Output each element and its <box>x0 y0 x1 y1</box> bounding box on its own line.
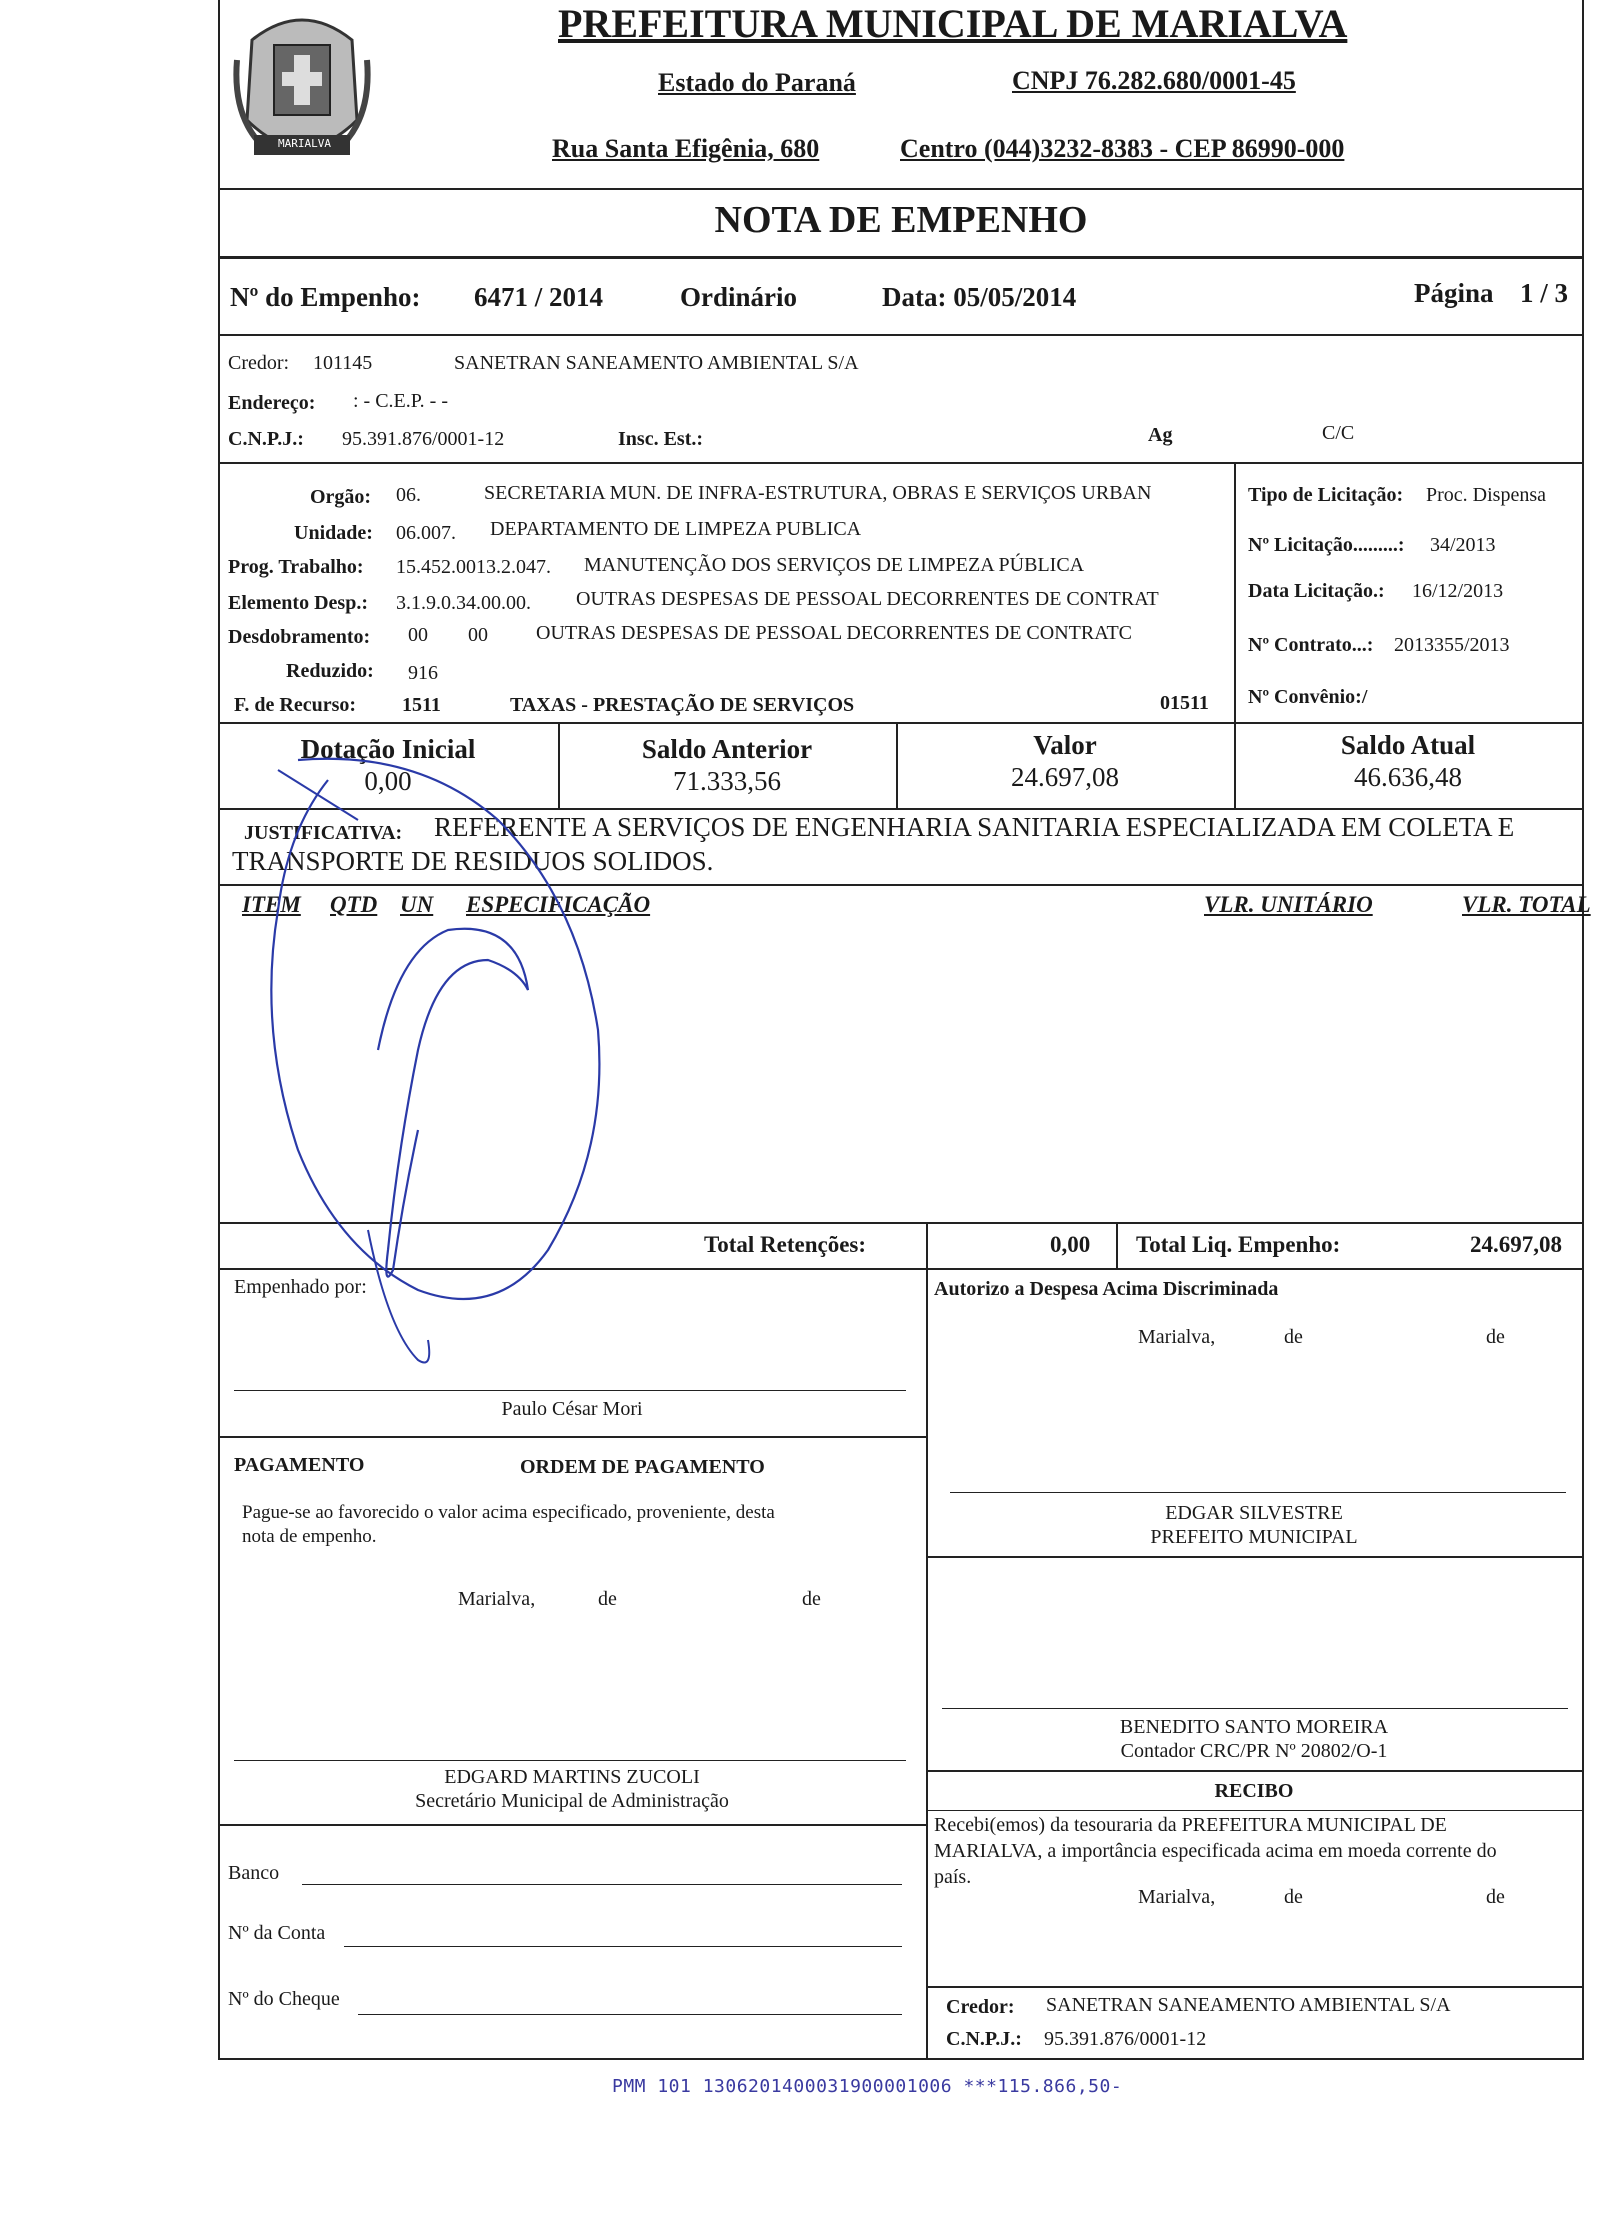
municipality-title: PREFEITURA MUNICIPAL DE MARIALVA <box>558 1 1348 46</box>
total-liquido-value: 24.697,08 <box>1470 1232 1562 1257</box>
recibo-city: Marialva, <box>1138 1886 1216 1908</box>
unidade-code: 06.007. <box>396 522 456 544</box>
coat-of-arms-icon <box>232 0 372 180</box>
col-qtd: QTD <box>330 892 378 917</box>
saldo-anterior-value: 71.333,56 <box>673 766 781 796</box>
banco-line <box>302 1884 902 1885</box>
orgao-code: 06. <box>396 484 421 506</box>
pagamento-de-1: de <box>598 1588 617 1610</box>
dotacao-value: 0,00 <box>364 766 412 796</box>
autorizo-de-1: de <box>1284 1326 1303 1348</box>
credor-cnpj: 95.391.876/0001-12 <box>342 428 505 450</box>
saldo-atual-value: 46.636,48 <box>1354 762 1462 792</box>
contrato-label: Nº Contrato...: <box>1248 634 1374 656</box>
empenhado-name: Paulo César Mori <box>501 1398 643 1420</box>
elemento-name: OUTRAS DESPESAS DE PESSOAL DECORRENTES DE CONTRAT <box>576 588 1159 610</box>
prefeito-role: PREFEITO MUNICIPAL <box>1150 1526 1358 1548</box>
recibo-de-2: de <box>1486 1886 1505 1908</box>
unidade-label: Unidade: <box>294 522 373 544</box>
cheque-label: Nº do Cheque <box>228 1988 340 2010</box>
orgao-label: Orgão: <box>310 486 372 508</box>
empenho-date: Data: 05/05/2014 <box>882 282 1077 312</box>
empenho-number: 6471 / 2014 <box>474 282 604 312</box>
state-name: Estado do Paraná <box>658 68 856 97</box>
frame-bottom <box>218 2058 1584 2060</box>
empenho-number-label: Nº do Empenho: <box>230 282 421 312</box>
reduzido-value: 916 <box>408 662 438 684</box>
header-address: Rua Santa Efigênia, 680 <box>552 134 820 163</box>
licitacao-num-label: Nº Licitação.........: <box>1248 534 1405 556</box>
coat-of-arms-text: MARIALVA <box>278 137 331 150</box>
pagamento-text-2: nota de empenho. <box>242 1526 377 1547</box>
total-retencoes-value: 0,00 <box>1050 1232 1091 1257</box>
ag-label: Ag <box>1148 424 1173 446</box>
col-un: UN <box>400 892 434 917</box>
prefeito-name: EDGAR SILVESTRE <box>1165 1502 1343 1524</box>
frame-right <box>1582 0 1584 2060</box>
recibo-text-2: MARIALVA, a importância especificada acima em moeda corrente do <box>934 1840 1497 1862</box>
cheque-line <box>358 2014 902 2015</box>
reduzido-label: Reduzido: <box>286 660 374 682</box>
recurso-name: TAXAS - PRESTAÇÃO DE SERVIÇOS <box>510 694 855 716</box>
dotacao-label: Dotação Inicial <box>300 734 476 764</box>
recibo-de-1: de <box>1284 1886 1303 1908</box>
recurso-code: 1511 <box>402 694 441 716</box>
conta-line <box>344 1946 902 1947</box>
page-number: 1 / 3 <box>1520 278 1569 308</box>
licitacao-tipo: Proc. Dispensa <box>1426 484 1546 506</box>
contrato-value: 2013355/2013 <box>1394 634 1510 656</box>
desdobramento-code-1: 00 <box>408 624 428 646</box>
total-retencoes-label: Total Retenções: <box>704 1232 867 1257</box>
orgao-name: SECRETARIA MUN. DE INFRA-ESTRUTURA, OBRAS E SERVIÇOS URBAN <box>484 482 1152 504</box>
recurso-label: F. de Recurso: <box>234 694 357 716</box>
autorizo-label: Autorizo a Despesa Acima Discriminada <box>934 1278 1279 1300</box>
licitacao-data: 16/12/2013 <box>1412 580 1504 602</box>
cnpj-label: C.N.P.J.: <box>228 428 304 450</box>
valor-label: Valor <box>1033 730 1097 760</box>
credor-label: Credor: <box>228 352 290 374</box>
validation-stamp: PMM 101 1306201400031900001006 ***115.866,50- <box>612 2076 1123 2097</box>
licitacao-num: 34/2013 <box>1430 534 1496 556</box>
autorizo-de-2: de <box>1486 1326 1505 1348</box>
recibo-label: RECIBO <box>1214 1780 1294 1802</box>
prog-label: Prog. Trabalho: <box>228 556 364 578</box>
recibo-text-3: país. <box>934 1866 972 1888</box>
address-label: Endereço: <box>228 392 316 414</box>
banco-label: Banco <box>228 1862 280 1884</box>
total-liquido-label: Total Liq. Empenho: <box>1136 1232 1341 1257</box>
credor-code: 101145 <box>313 352 373 374</box>
recibo-cnpj: 95.391.876/0001-12 <box>1044 2028 1207 2050</box>
contador-name: BENEDITO SANTO MOREIRA <box>1119 1716 1389 1738</box>
signature-icon <box>218 730 938 1390</box>
saldo-atual-label: Saldo Atual <box>1340 730 1476 760</box>
justificativa-label: JUSTIFICATIVA: <box>244 822 403 844</box>
prog-code: 15.452.0013.2.047. <box>396 556 551 578</box>
empenho-type: Ordinário <box>680 282 798 312</box>
recibo-cnpj-label: C.N.P.J.: <box>946 2028 1022 2050</box>
nota-de-empenho <box>218 0 1591 2060</box>
ordem-pagamento-label: ORDEM DE PAGAMENTO <box>520 1456 765 1478</box>
secretario-name: EDGARD MARTINS ZUCOLI <box>444 1766 700 1788</box>
col-especificacao: ESPECIFICAÇÃO <box>466 892 651 917</box>
desdobramento-label: Desdobramento: <box>228 626 371 648</box>
pagamento-text-1: Pague-se ao favorecido o valor acima especificado, proveniente, desta <box>242 1502 775 1523</box>
header-cnpj: CNPJ 76.282.680/0001-45 <box>1012 66 1296 95</box>
cc-label: C/C <box>1322 422 1355 444</box>
justificativa-line-1: REFERENTE A SERVIÇOS DE ENGENHARIA SANITARIA ESPECIALIZADA EM COLETA E <box>434 812 1515 842</box>
unidade-name: DEPARTAMENTO DE LIMPEZA PUBLICA <box>490 518 862 540</box>
desdobramento-code-2: 00 <box>468 624 488 646</box>
header-contact: Centro (044)3232-8383 - CEP 86990-000 <box>900 134 1345 163</box>
insc-label: Insc. Est.: <box>618 428 704 450</box>
autorizo-city: Marialva, <box>1138 1326 1216 1348</box>
secretario-role: Secretário Municipal de Administração <box>415 1790 729 1812</box>
prog-name: MANUTENÇÃO DOS SERVIÇOS DE LIMPEZA PÚBLICA <box>584 554 1085 576</box>
recibo-credor-label: Credor: <box>946 1996 1015 2018</box>
address-value: : - C.E.P. - - <box>353 390 448 412</box>
justificativa-line-2: TRANSPORTE DE RESIDUOS SOLIDOS. <box>232 846 714 876</box>
convenio-label: Nº Convênio:/ <box>1248 686 1368 708</box>
contador-role: Contador CRC/PR Nº 20802/O-1 <box>1120 1740 1388 1762</box>
pagamento-label: PAGAMENTO <box>234 1454 365 1476</box>
pagamento-de-2: de <box>802 1588 821 1610</box>
recibo-text-1: Recebi(emos) da tesouraria da PREFEITURA MUNICIPAL DE <box>934 1814 1447 1836</box>
page-label: Página <box>1414 278 1494 308</box>
valor-value: 24.697,08 <box>1011 762 1119 792</box>
col-vlr-total: VLR. TOTAL <box>1462 892 1591 917</box>
conta-label: Nº da Conta <box>228 1922 326 1944</box>
document-title: NOTA DE EMPENHO <box>714 199 1088 241</box>
elemento-code: 3.1.9.0.34.00.00. <box>396 592 531 614</box>
desdobramento-name: OUTRAS DESPESAS DE PESSOAL DECORRENTES DE CONTRATC <box>536 622 1132 644</box>
col-item: ITEM <box>242 892 301 917</box>
empenhado-label: Empenhado por: <box>234 1276 367 1298</box>
col-vlr-unitario: VLR. UNITÁRIO <box>1204 892 1373 917</box>
saldo-anterior-label: Saldo Anterior <box>641 734 813 764</box>
elemento-label: Elemento Desp.: <box>228 592 368 614</box>
credor-name: SANETRAN SANEAMENTO AMBIENTAL S/A <box>454 352 859 374</box>
recurso-code-2: 01511 <box>1160 692 1209 714</box>
pagamento-city: Marialva, <box>458 1588 536 1610</box>
licitacao-data-label: Data Licitação.: <box>1248 580 1385 602</box>
recibo-credor-name: SANETRAN SANEAMENTO AMBIENTAL S/A <box>1046 1994 1451 2016</box>
licitacao-tipo-label: Tipo de Licitação: <box>1248 484 1404 506</box>
